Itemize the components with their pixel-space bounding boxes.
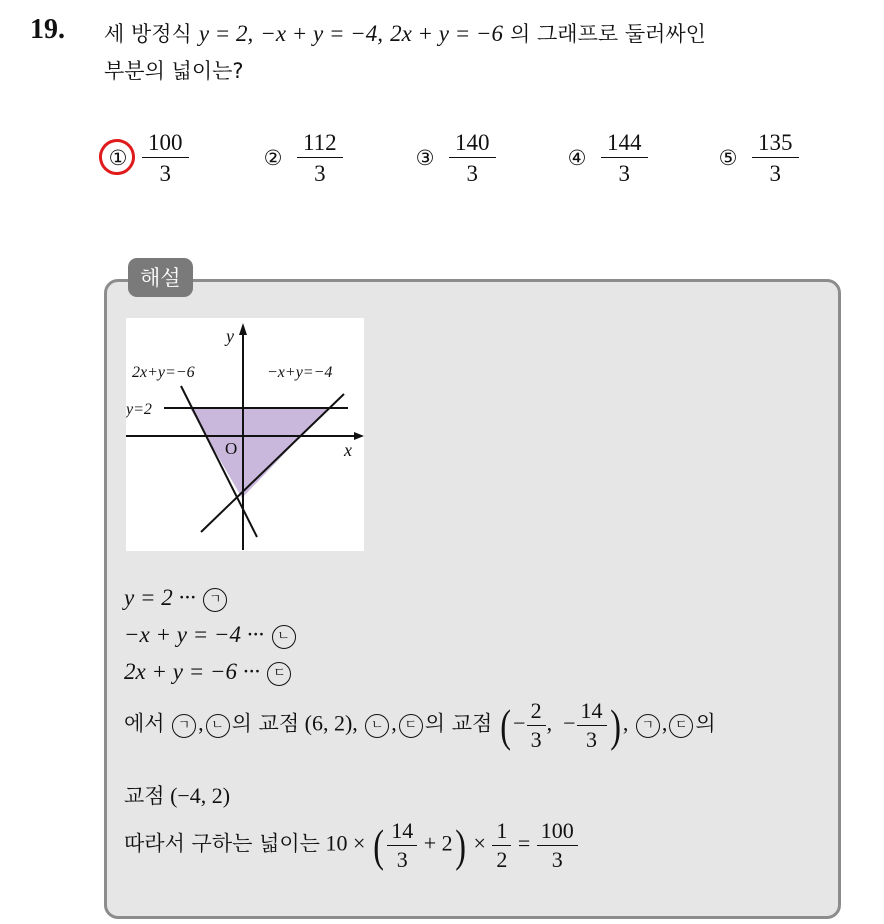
- choice-4-fraction: $\frac{144}{3}$: [604, 131, 645, 185]
- final-answer-fraction: $\frac{100}{3}$: [539, 820, 576, 871]
- final-fraction-half: $\frac{1}{2}$: [494, 820, 509, 871]
- y-axis-arrow: [239, 323, 247, 335]
- question-suffix: 의 그래프로 둘러싸인: [510, 22, 706, 46]
- selected-answer-mark: [96, 136, 139, 179]
- choice-2-fraction: $\frac{112}{3}$: [300, 131, 340, 185]
- final-area-line: 따라서 구하는 넓이는 10 × ( $\frac{14}{3}$ + 2) × $\frac{1}{2}$ = $\frac{100}{3}$: [124, 820, 579, 871]
- choice-2-marker: ②: [263, 146, 283, 170]
- tag-giyeok: ㄱ: [203, 588, 227, 612]
- label-2x-plus-y: 2x+y=−6: [132, 364, 195, 381]
- intersect-x-fraction: $\frac{2}{3}$: [529, 700, 544, 751]
- choice-5-fraction: $\frac{135}{3}$: [755, 131, 796, 185]
- question-line-2: 부분의 넓이는?: [104, 59, 244, 83]
- solution-tab: 해설: [128, 258, 193, 297]
- intersection-line-2: 교점 (−4, 2): [124, 783, 231, 808]
- solution-graph: [126, 318, 364, 551]
- tag-digeut: ㄷ: [267, 662, 291, 686]
- choice-4-marker: ④: [567, 146, 587, 170]
- answer-choices: [0, 126, 884, 196]
- question-prefix: 세 방정식: [104, 22, 192, 46]
- eq-line-2: −x + y = −4 ··· ㄴ: [124, 622, 298, 649]
- equation-1: y = 2,: [198, 21, 254, 46]
- choice-1[interactable]: [103, 126, 186, 190]
- intersection-line: 에서 ㄱ , ㄴ 의 교점 (6, 2), ㄴ , ㄷ 의 교점 ( − $\frac{2}{3}$ , − $\frac{14}{3}$ ) , ㄱ , ㄷ 의: [124, 698, 716, 752]
- origin-label: O: [225, 439, 238, 458]
- tag-nieun: ㄴ: [272, 625, 296, 649]
- choice-5-marker: ⑤: [718, 146, 738, 170]
- equation-2: −x + y = −4,: [260, 21, 384, 46]
- x-axis-label: x: [344, 440, 352, 460]
- choice-5[interactable]: [713, 126, 796, 190]
- question-line-1: [104, 18, 706, 48]
- choice-1-marker: ①: [103, 146, 133, 170]
- choice-1-fraction: $\frac{100}{3}$: [145, 131, 186, 185]
- label-y-eq-2: y=2: [126, 401, 152, 418]
- graph-svg: [126, 318, 364, 551]
- question-number: 19.: [30, 14, 65, 45]
- eq-line-3: 2x + y = −6 ··· ㄷ: [124, 659, 293, 686]
- choice-3-marker: ③: [415, 146, 435, 170]
- choice-3-fraction: $\frac{140}{3}$: [452, 131, 493, 185]
- equation-3: 2x + y = −6: [390, 21, 504, 46]
- final-fraction-a: $\frac{14}{3}$: [389, 820, 415, 871]
- label-neg-x-plus-y: −x+y=−4: [267, 364, 333, 381]
- choice-2[interactable]: [258, 126, 340, 190]
- x-axis-arrow: [354, 432, 364, 440]
- enclosed-region: [190, 408, 328, 498]
- intersect-y-fraction: $\frac{14}{3}$: [579, 700, 605, 751]
- y-axis-label: y: [226, 326, 234, 346]
- choice-4[interactable]: [562, 126, 645, 190]
- eq-line-1: y = 2 ··· ㄱ: [124, 585, 229, 612]
- choice-3[interactable]: [410, 126, 493, 190]
